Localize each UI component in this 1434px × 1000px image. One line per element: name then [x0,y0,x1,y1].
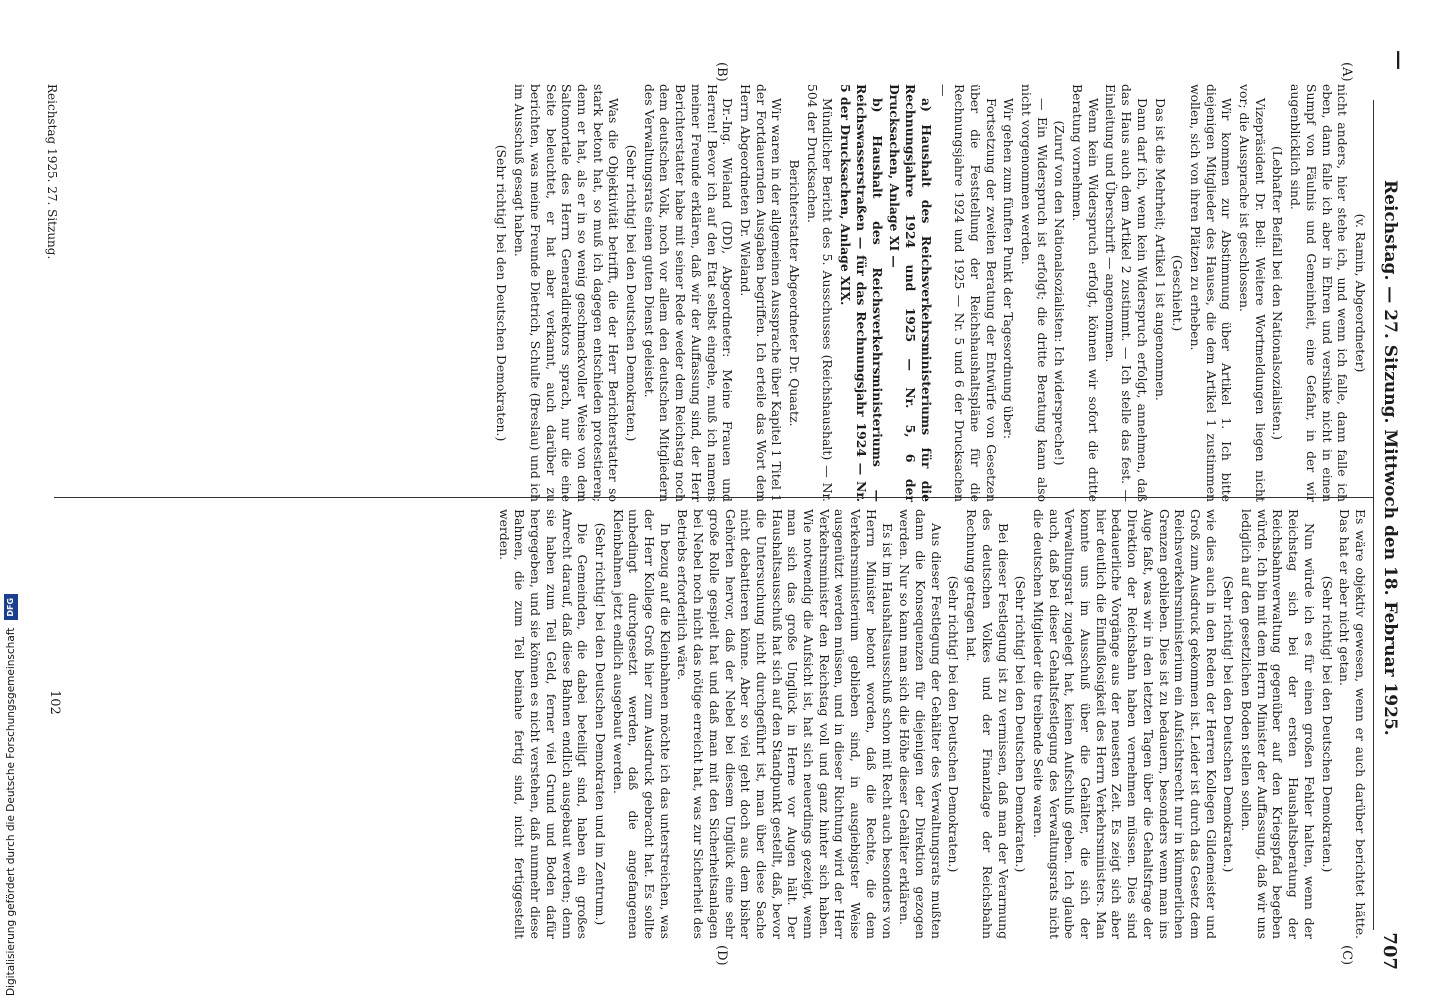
paragraph: (Sehr richtig! bei den Deutschen Demokraten.) [946,575,962,873]
margin-marker-a: (A) [1339,62,1354,82]
paragraph: (Sehr richtig! bei den Deutschen Demokraten.) [1221,575,1237,873]
paragraph: nicht anders, hier stehe ich, und wenn ich falle, dann falle ich eben, dann falle ich aber in Ehren und versinke nicht in einen Sumpf von Fäulnis und Gemeinheit, eine Gefahr, in der wir augenblicklich sind. [1288,84,1351,502]
paragraph: Aus dieser Festlegung der Gehälter des Verwaltungsrats mußten dann die Konsequenzen für diejenigen der Direktion gezogen werden. Nur so kann man sich die Höhe dieser Gehälter erklären. [897,509,944,939]
paragraph: Vizepräsident Dr. Bell: Weitere Wortmeldungen liegen nicht vor; die Aussprache ist geschlossen. [1237,84,1268,502]
paragraph: Das ist die Mehrheit; Artikel 1 ist angenommen. [1152,98,1168,401]
paragraph: (Geschieht.) [1170,254,1186,332]
paragraph: Dann darf ich, wenn kein Widerspruch erfolgt, annehmen, daß das Haus auch dem Artikel 2 zustimmt. — Ich stelle das fest. — Einleitung und Überschrift — angenommen. [1103,84,1150,502]
paragraph: Wir waren in der allgemeinen Aussprache über Kapitel 1 Titel 1 der Fortdauernden Ausgaben begriffen. Ich erteile das Wort dem Herrn Abgeordneten Dr. Wieland. [737,84,785,502]
right-column [494,509,1368,939]
left-column [492,84,1368,502]
paragraph: In bezug auf die Kleinbahnen möchte ich das unterstreichen, was der Herr Kollege Groß hier zum Ausdruck gebracht hat. Es sollte unbedingt durchgesetzt werden, daß die angefangenen Kleinbahnen jetzt endlich ausgebaut werden. [610,509,673,939]
paragraph: Wenn kein Widerspruch erfolgt, können wir sofort die dritte Beratung vornehmen. [1070,84,1101,502]
paragraph: Fortsetzung der zweiten Beratung der Entwürfe von Gesetzen über die Feststellung der Reichshaushaltspläne für die Rechnungsjahre 1924 und 1925 — Nr. 5 und 6 der Drucksachen — [936,84,999,502]
paragraph: Wir kommen zur Abstimmung über Artikel 1. Ich bitte diejenigen Mitglieder des Hauses, die dem Artikel 1 zustimmen wollen, sich von ihren Plätzen zu erheben. [1187,84,1235,502]
side-caption-strip [0,0,30,1000]
footer-page-number: 102 [47,690,62,715]
header-rule [1373,100,1374,930]
page-header [1376,40,1412,970]
paragraph: (Sehr richtig! bei den Deutschen Demokraten und im Zentrum.) [592,522,608,926]
paragraph: (Zuruf von den Nationalsozialisten: Ich widerspreche!) [1052,120,1068,466]
paragraph: (Sehr richtig! bei den Deutschen Demokraten.) [494,144,510,442]
paragraph: (Sehr richtig! bei den Deutschen Demokraten.) [1013,575,1029,873]
paragraph: Dr.-Ing. Wieland (DD), Abgeordneter: Meine Frauen und Herren! Bevor ich auf den Etat selbst eingehe, muß ich namens meiner Freunde erklären, daß wir der Auffassung sind, der Herr Berichterstatter habe mit seiner Rede weder dem Reichstag noch dem deutschen Volk, noch vor allem den deutschen Mitgliedern des Verwaltungsrats einen guten Dienst geleistet. [641,84,736,502]
paragraph: Bei dieser Festlegung ist zu vermissen, daß man der Verarmung des deutschen Volkes und der Finanzlage der Reichsbahn Rechnung getragen hat. [964,509,1011,939]
footer-left: Reichstag 1925. 27. Sitzung. [45,84,59,260]
paragraph: (Sehr richtig! bei den Deutschen Demokraten.) [624,144,640,442]
side-caption [4,0,24,996]
paragraph: Nun würde ich es für einen großen Fehler halten, wenn der Reichstag sich bei der ersten Haushaltsberatung der Reichsbahnverwaltung gegenüber auf den Kriegspfad begeben würde. Ich bin mit dem Herrn Minister der Auffassung, daß wir uns lediglich auf den gesetzlichen Boden stellen sollen. [1239,509,1317,939]
paragraph: (Lebhafter Beifall bei den Nationalsozialisten.) [1270,145,1286,441]
margin-marker-d: (D) [714,945,729,966]
header-page-number: 707 [1379,932,1400,970]
paragraph: a) Haushalt des Reichsverkehrsministeriums für die Rechnungsjahre 1924 und 1925 — Nr. 5, 6 der Drucksachen, Anlage XI — [887,84,934,502]
paragraph: b) Haushalt des Reichsverkehrsministeriums — Reichswasserstraßen — für das Rechnungsjahr 1924 — Nr. 5 der Drucksachen, Anlage XIX. [838,84,885,502]
paragraph: — Ein Widerspruch ist erfolgt; die dritte Beratung kann also nicht vorgenommen werden. [1018,84,1050,502]
paragraph: Was die Objektivität betrifft, die der Herr Berichterstatter so stark betont hat, so muß ich dagegen entschieden protestieren; denn er hat, als er in so wenig geschmackvoller Weise von dem Saltomortale des Herrn Generaldirektors sprach, nur die eine Seite beleuchtet, er hat aber verkannt, auch darüber zu berichten, was meine Freunde Dietrich, Schulte (Breslau) und ich im Ausschuß gesagt haben. [512,84,622,502]
paragraph: (Sehr richtig! bei den Deutschen Demokraten.) [1319,575,1335,873]
side-caption-text: Digitalisierung gefördert durch die Deutsche Forschungsgemeinschaft [5,627,17,996]
header-title: Reichstag. — 27. Sitzung. Mittwoch den 18. Februar 1925. [1380,180,1400,736]
header-dash: — [1388,50,1412,70]
paragraph: Es ist im Haushaltsausschuß schon mit Recht auch besonders von Herrn Minister betont worden, daß die Rechte, die dem Verkehrsministerium geblieben sind, in ausgiebigster Weise ausgenützt werden müssen, und in dieser Richtung wird der Herr Verkehrsminister den Reichstag voll und ganz hinter sich haben. Wie notwendig die Aufsicht ist, hat sich neuerdings gezeigt, wenn man sich das große Unglück in Herne vor Augen hält. Der Haushaltsausschuß hat sich auf den Standpunkt gestellt, daß, bevor die Untersuchung nicht durchgeführt ist, man über diese Sache nicht debattieren könne. Aber so viel geht doch aus dem bisher Gehörten hervor, daß der Nebel bei diesem Unglück eine sehr große Rolle gespielt hat und daß man mit den Sicherheitsanlagen bei Nebel noch nicht das nötige erreicht hat, was zur Sicherheit des Betriebs erforderlich wäre. [675,509,895,939]
paragraph: Wir gehen zum fünften Punkt der Tagesordnung über: [1001,98,1017,440]
dfg-logo-icon: DFG [4,594,18,620]
paragraph: Es wäre objektiv gewesen, wenn er auch darüber berichtet hätte. Das hat er aber nicht getan. [1337,509,1368,939]
margin-marker-b: (B) [714,62,729,82]
paragraph: (v. Ramin, Abgeordneter) [1353,213,1368,373]
paragraph: Berichterstatter Abgeordneter Dr. Quaatz. [787,159,803,427]
paragraph: Mündlicher Bericht des 5. Ausschusses (Reichshaushalt) — Nr. 504 der Drucksachen. [804,84,836,502]
paragraph: wie dies auch in den Reden der Herren Kollegen Gildemeister und Groß zum Ausdruck gekommen ist. Leider ist durch das Gesetz dem Reichsverkehrsministerium ein Aufsichtsrecht nur in kümmerlichen Grenzen geblieben. Dies ist zu bedauern, besonders wenn man ins Auge faßt, was wir in den letzten Tagen über die Gehaltsfrage der Direktion der Reichsbahn haben vernehmen müssen. Dies sind bedauerliche Vorgänge aus der neuesten Zeit. Es zeigt sich aber hier deutlich die Einflußlosigkeit des Herrn Verkehrsministers. Man konnte uns im Ausschuß über die Gehälter, die sich der Verwaltungsrat zugelegt hat, keinen Aufschluß geben. Ich glaube auch, daß bei dieser Gehaltsfestlegung des Verwaltungsrats nicht die deutschen Mitglieder die treibende Seite waren. [1030,509,1219,939]
paragraph: Die Gemeinden, die dabei beteiligt sind, haben ein großes Anrecht darauf, daß diese Bahnen endlich ausgebaut werden; denn sie haben zum Teil Geld, ferner viel Grund und Boden dafür hergegeben, und sie können es nicht verstehen, daß nunmehr diese Bahnen, die zum Teil beinahe fertig sind, nicht fertiggestellt werden. [496,509,591,939]
margin-marker-c: (C) [1339,945,1354,966]
